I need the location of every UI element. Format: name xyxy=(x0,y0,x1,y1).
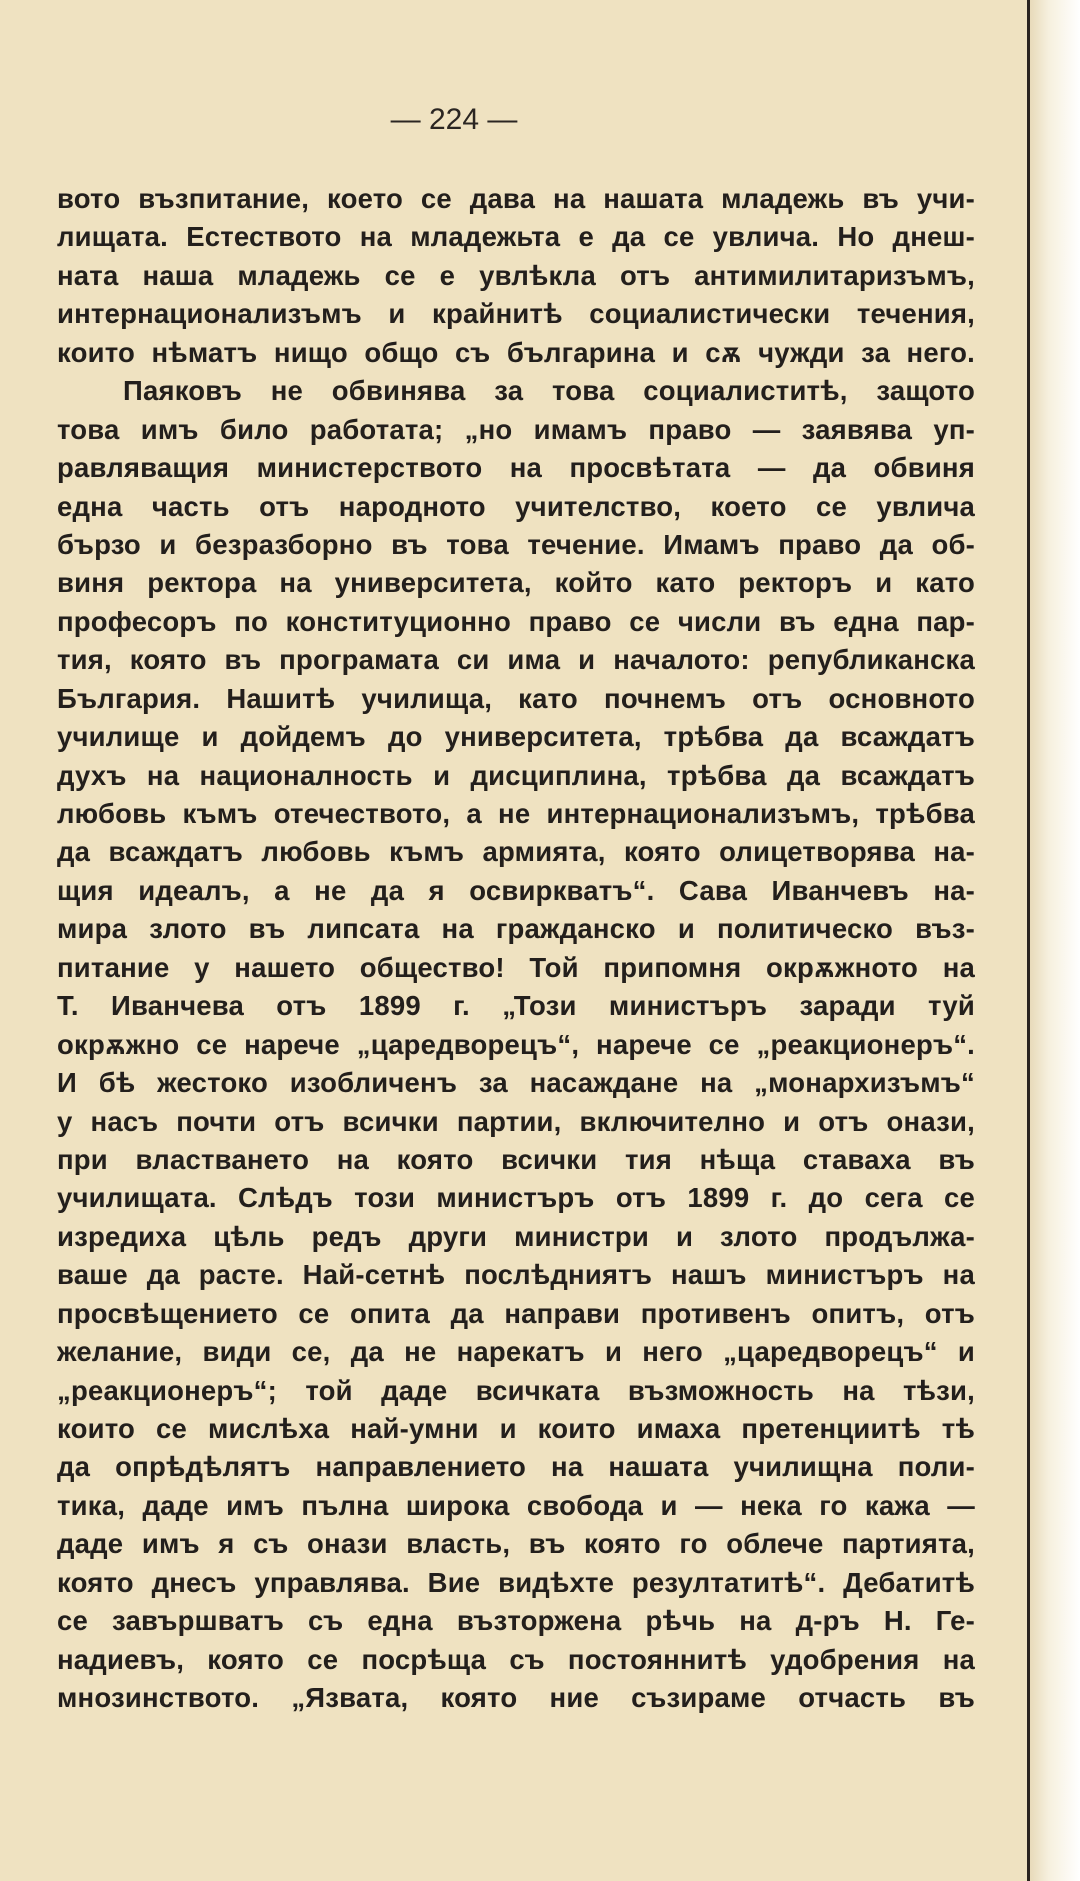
text-line: това имъ било работата; „но имамъ право — заявява уп- xyxy=(57,413,975,445)
text-line: която днесъ управлява. Вие видѣхте резултатитѣ“. Дебатитѣ xyxy=(57,1566,975,1598)
text-line: се завършватъ съ една възторжена рѣчь на д-ръ Н. Ге- xyxy=(57,1605,975,1637)
text-line: равляващия министерството на просвѣтата — да обвиня xyxy=(57,452,975,484)
text-line: любовь къмъ отечеството, а не интернационализъмъ, трѣбва xyxy=(57,798,975,829)
text-line: училище и дойдемъ до университета, трѣбва да всаждатъ xyxy=(57,721,975,753)
text-line: да опрѣдѣлятъ направлението на нашата училищна поли- xyxy=(57,1451,975,1483)
text-line: ната наша младежь се е увлѣкла отъ антимилитаризъмъ, xyxy=(57,259,975,291)
text-line: при властването на която всички тия нѣща ставаха въ xyxy=(57,1143,975,1175)
page-edge xyxy=(1028,0,1080,1881)
binding-shadow xyxy=(1027,0,1030,1881)
text-line: интернационализъмъ и крайнитѣ социалистически течения, xyxy=(57,298,975,330)
text-line: които нѣматъ нищо общо съ българина и сѫ чужди за него. xyxy=(57,336,975,368)
text-line: изредиха цѣль редъ други министри и злото продължа- xyxy=(57,1220,975,1252)
text-line: Паяковъ не обвинява за това социалиститѣ, защото xyxy=(123,375,975,407)
page-number: — 224 — xyxy=(390,103,518,136)
text-line: надиевъ, която се посрѣща съ постояннитѣ удобрения на xyxy=(57,1643,975,1675)
text-line: ваше да расте. Най-сетнѣ послѣдниятъ нашъ министъръ на xyxy=(57,1259,975,1291)
text-line: И бѣ жестоко изобличенъ за насаждане на „монархизъмъ“ xyxy=(57,1067,975,1099)
text-line: тика, даде имъ пълна широка свобода и — нека го кажа — xyxy=(57,1489,975,1521)
text-line: които се мислѣха най-умни и които имаха претенциитѣ тѣ xyxy=(57,1413,975,1444)
text-line: желание, види се, да не нарекатъ и него „царедворецъ“ и xyxy=(57,1336,975,1368)
text-line: просвѣщението се опита да направи противенъ опитъ, отъ xyxy=(57,1297,975,1329)
text-line: България. Нашитѣ училища, като почнемъ отъ основното xyxy=(57,682,975,714)
text-line: мира злото въ липсата на гражданско и политическо въз- xyxy=(57,913,975,945)
text-line: лищата. Естеството на младежьта е да се увлича. Но днеш- xyxy=(57,221,975,253)
text-line: окрѫжно се нарече „царедворецъ“, нарече се „реакционеръ“. xyxy=(57,1028,975,1060)
text-line: щия идеалъ, а не да я освиркватъ“. Сава Иванчевъ на- xyxy=(57,874,975,906)
text-line: даде имъ я съ онази власть, въ която го облече партията, xyxy=(57,1528,975,1560)
text-line: „реакционеръ“; той даде всичката възможность на тѣзи, xyxy=(57,1374,975,1406)
text-line: професоръ по конституционно право се числи въ една пар- xyxy=(57,605,975,637)
text-line: една часть отъ народното учителство, което се увлича xyxy=(57,490,975,522)
text-line: духъ на националность и дисциплина, трѣбва да всаждатъ xyxy=(57,759,975,791)
text-line: питание у нашето общество! Той припомня окрѫжното на xyxy=(57,951,975,983)
text-line: мнозинството. „Язвата, която ние съзираме отчасть въ xyxy=(57,1682,975,1714)
text-line: бързо и безразборно въ това течение. Имамъ право да об- xyxy=(57,528,975,560)
text-line: да всаждатъ любовь къмъ армията, която олицетворява на- xyxy=(57,836,975,868)
text-line: у насъ почти отъ всички партии, включително и отъ онази, xyxy=(57,1105,975,1137)
text-line: виня ректора на университета, който като ректоръ и като xyxy=(57,567,975,599)
text-line: Т. Иванчева отъ 1899 г. „Този министъръ заради туй xyxy=(57,990,975,1022)
text-line: училищата. Слѣдъ този министъръ отъ 1899 г. до сега се xyxy=(57,1182,975,1214)
text-line: вото възпитание, което се дава на нашата младежь въ учи- xyxy=(57,183,975,214)
body-text xyxy=(57,180,975,1718)
text-line: тия, която въ програмата си има и началото: републиканска xyxy=(57,644,975,676)
